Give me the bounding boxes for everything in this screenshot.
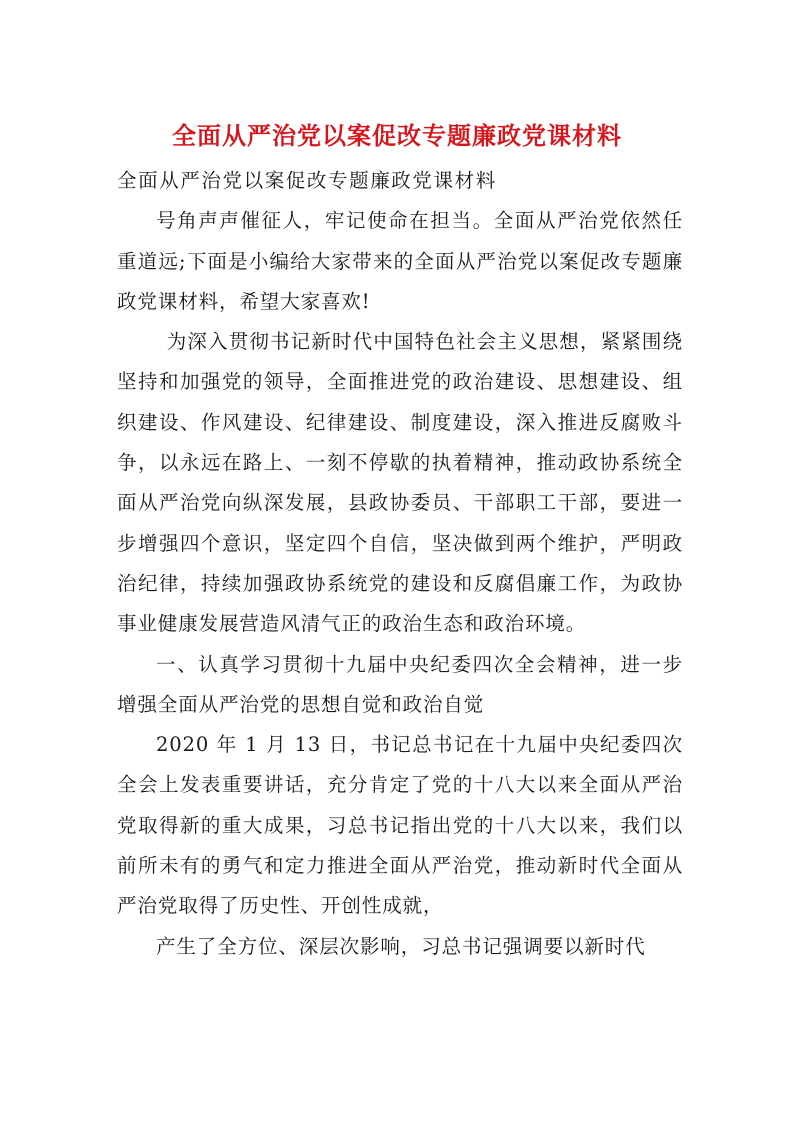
section-heading-one: 一、认真学习贯彻十九届中央纪委四次全会精神，进一步增强全面从严治党的思想自觉和政治自觉 [117,652,683,716]
paragraph-overview: 为深入贯彻书记新时代中国特色社会主义思想，紧紧围绕坚持和加强党的领导，全面推进党的政治建设、思想建设、组织建设、作风建设、纪律建设、制度建设，深入推进反腐败斗争，以永远在路上、一刻不停歇的执着精神，推动政协系统全面从严治党向纵深发展，县政协委员、干部职工干部，要进一步增强四个意识，坚定四个自信，坚决做到两个维护，严明政治纪律，持续加强政协系统党的建设和反腐倡廉工作，为政协事业健康发展营造风清气正的政治生态和政治环境。 [117,330,683,636]
paragraph-speech: 2020 年 1 月 13 日，书记总书记在十九届中央纪委四次全会上发表重要讲话，充分肯定了党的十八大以来全面从严治党取得新的重大成果，习总书记指出党的十八大以来，我们以前所未有的勇气和定力推进全面从严治党，推动新时代全面从严治党取得了历史性、开创性成就， [117,733,683,918]
paragraph-intro: 号角声声催征人，牢记使命在担当。全面从严治党依然任重道远;下面是小编给大家带来的全面从严治党以案促改专题廉政党课材料，希望大家喜欢! [117,209,683,313]
document-title: 全面从严治党以案促改专题廉政党课材料 [172,121,622,151]
document-body [117,161,683,967]
document-subtitle: 全面从严治党以案促改专题廉政党课材料 [117,169,497,192]
paragraph-continued: 产生了全方位、深层次影响，习总书记强调要以新时代 [156,934,646,958]
